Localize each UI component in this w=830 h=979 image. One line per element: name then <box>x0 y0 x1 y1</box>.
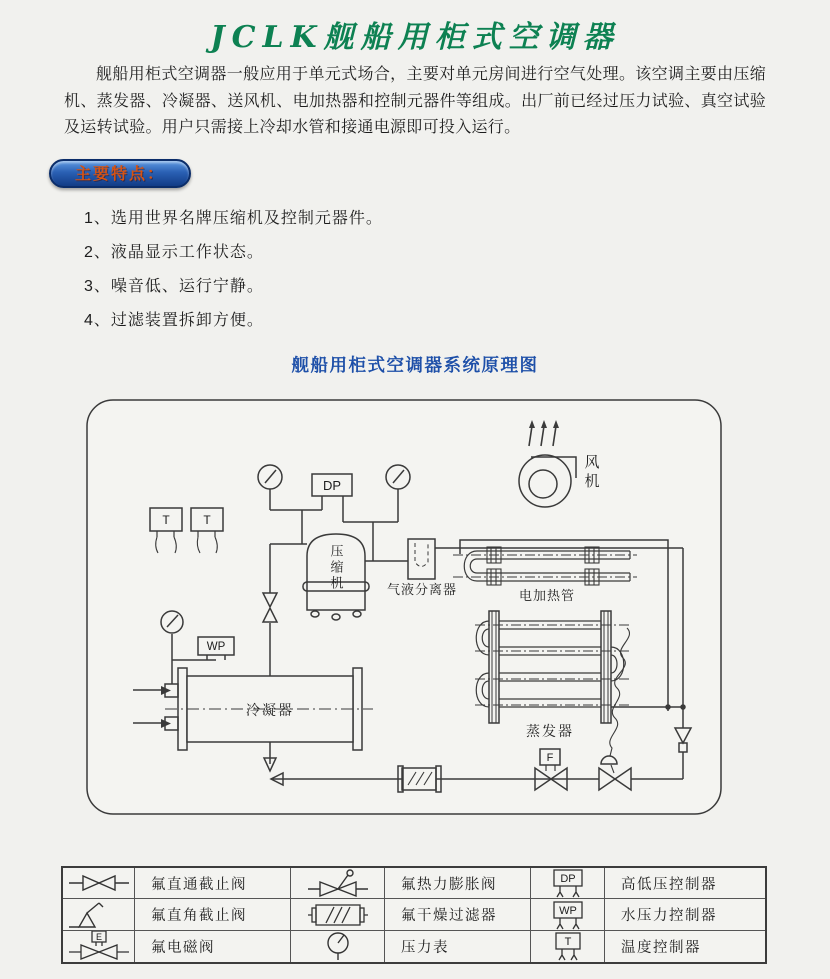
legend-code: DP <box>559 873 576 886</box>
legend-code: T <box>564 936 571 949</box>
diagram-caption: 舰船用柜式空调器系统原理图 <box>291 355 539 375</box>
fluorine-straight-stop-valve-icon <box>63 868 135 899</box>
legend-label: 氟干燥过滤器 <box>385 899 531 930</box>
legend-e-label: E <box>95 932 102 943</box>
evaporator-label: 蒸发器 <box>526 723 574 739</box>
legend-code: WP <box>558 904 577 917</box>
diagram-frame <box>87 400 721 814</box>
fluorine-thermal-expansion-valve-icon <box>291 868 385 899</box>
feature-item-1: 1、选用世界名牌压缩机及控制元器件。 <box>84 210 383 227</box>
filter-drier-symbol <box>398 766 441 792</box>
fluorine-angle-stop-valve-icon <box>63 899 135 930</box>
dp-label: DP <box>322 478 342 493</box>
legend-label: 氟热力膨胀阀 <box>385 868 531 899</box>
feature-item-4: 4、过滤装置拆卸方便。 <box>84 312 264 329</box>
compressor-label: 压缩机 <box>328 544 344 592</box>
separator-label: 气液分离器 <box>386 582 458 597</box>
pressure-gauge-icon <box>291 931 385 962</box>
f-label: F <box>546 752 554 764</box>
t1-label: T <box>162 513 170 527</box>
intro-paragraph: 舰船用柜式空调器一般应用于单元式场合，主要对单元房间进行空气处理。该空调主要由压缩机、蒸发器、冷凝器、送风机、电加热器和控制元器件等组成。出厂前已经过压力试验、真空试验及运转试验。用户只需接上冷却水管和接通电源即可投入运行。 <box>64 66 766 137</box>
legend-table <box>61 866 767 964</box>
gas-liquid-separator-symbol <box>408 539 435 579</box>
feature-item-3: 3、噪音低、运行宁静。 <box>84 278 264 295</box>
legend-label: 氟直角截止阀 <box>135 899 291 930</box>
heater-label: 电加热管 <box>518 588 576 603</box>
main-features-badge: 主要特点： <box>49 159 191 188</box>
high-low-pressure-controller-icon <box>531 868 605 899</box>
t2-label: T <box>203 513 211 527</box>
fluorine-filter-drier-icon <box>291 899 385 930</box>
legend-label: 氟电磁阀 <box>135 931 291 962</box>
wp-label: WP <box>206 641 226 653</box>
legend-label: 水压力控制器 <box>605 899 765 930</box>
condenser-label: 冷凝器 <box>246 702 294 718</box>
feature-item-2: 2、液晶显示工作状态。 <box>84 244 264 261</box>
temperature-controller-icon <box>531 931 605 962</box>
legend-label: 高低压控制器 <box>605 868 765 899</box>
legend-label: 压力表 <box>385 931 531 962</box>
legend-label: 氟直通截止阀 <box>135 868 291 899</box>
fluorine-solenoid-valve-icon <box>63 931 135 962</box>
page-title: JCLK舰船用柜式空调器 <box>210 20 620 55</box>
fan-label: 风机 <box>582 454 600 492</box>
feature-list <box>84 210 383 346</box>
water-pressure-controller-icon <box>531 899 605 930</box>
system-schematic-diagram <box>85 396 725 820</box>
legend-label: 温度控制器 <box>621 939 701 956</box>
